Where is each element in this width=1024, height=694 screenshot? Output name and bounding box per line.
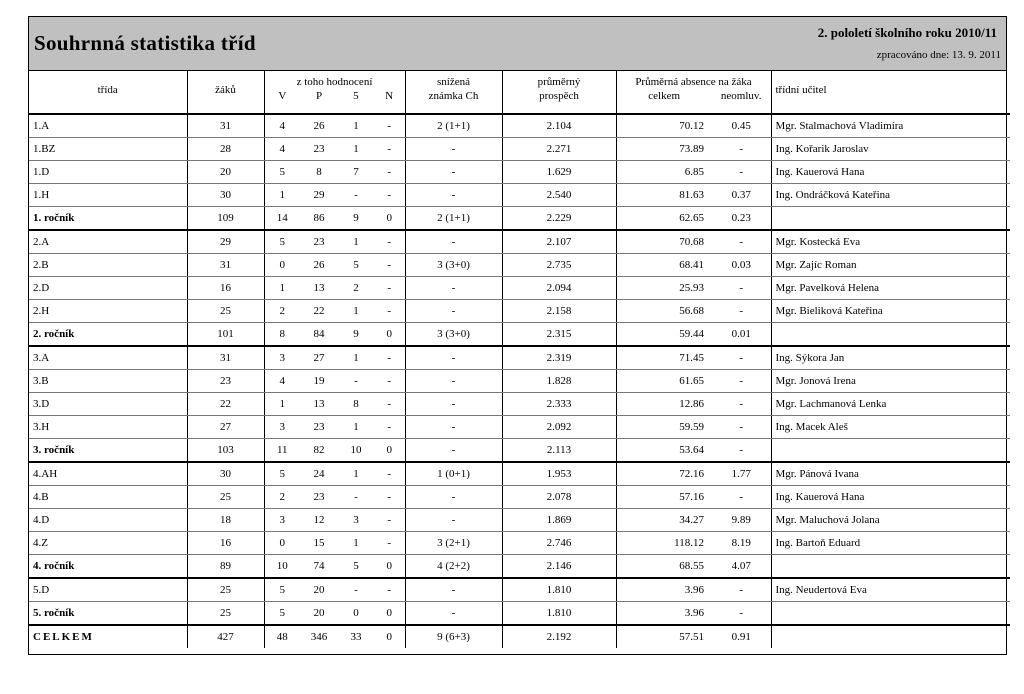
cell-snizena: - [405,509,502,532]
cell-snizena: - [405,393,502,416]
cell-ucitel [771,323,1010,347]
table-row [29,230,1010,254]
cell-prumer: 2.333 [502,393,616,416]
cell-abs-neomluv: 1.77 [712,462,771,486]
cell-v: 4 [264,114,300,138]
grade-summary-row [29,439,1010,463]
cell-trida: 4.D [29,509,187,532]
cell-prumer: 2.229 [502,207,616,231]
table-row [29,486,1010,509]
cell-v: 10 [264,555,300,579]
grade-summary-row [29,555,1010,579]
class-statistics-table [29,71,1010,648]
cell-v: 3 [264,416,300,439]
cell-five: 1 [338,462,374,486]
cell-abs-neomluv: - [712,161,771,184]
cell-p: 19 [300,370,338,393]
cell-v: 8 [264,323,300,347]
cell-n: - [374,114,405,138]
cell-trida: 1.A [29,114,187,138]
cell-abs-celkem: 6.85 [616,161,712,184]
cell-abs-celkem: 3.96 [616,578,712,602]
cell-zaku: 427 [187,625,264,648]
cell-snizena: - [405,486,502,509]
cell-p: 26 [300,254,338,277]
cell-zaku: 29 [187,230,264,254]
cell-p: 13 [300,277,338,300]
cell-snizena: 4 (2+2) [405,555,502,579]
cell-p: 26 [300,114,338,138]
cell-trida: 1.D [29,161,187,184]
cell-v: 48 [276,631,288,643]
cell-prumer: 1.629 [502,161,616,184]
cell-zaku: 103 [187,439,264,463]
cell-trida: 2. ročník [29,323,187,347]
cell-p: 24 [300,462,338,486]
cell-prumer: 2.735 [502,254,616,277]
cell-p: 29 [300,184,338,207]
cell-snizena: - [405,370,502,393]
cell-p: 74 [300,555,338,579]
table-row [29,462,1010,486]
report-header [29,17,1006,71]
table-row [29,370,1010,393]
cell-p: 15 [300,532,338,555]
cell-abs-celkem: 59.59 [616,416,712,439]
cell-five: - [338,184,374,207]
cell-five: 1 [338,416,374,439]
cell-prumer: 2.271 [502,138,616,161]
cell-p: 23 [300,416,338,439]
cell-snizena: - [405,578,502,602]
processed-date [877,49,1001,61]
cell-abs-celkem: 61.65 [616,370,712,393]
cell-n: - [374,138,405,161]
cell-n: 0 [374,602,405,626]
cell-abs-neomluv: - [712,393,771,416]
cell-n: - [374,393,405,416]
col-header-trida: třída [29,71,187,114]
cell-abs-celkem: 72.16 [616,462,712,486]
cell-abs-celkem: 3.96 [616,602,712,626]
cell-abs-neomluv: 9.89 [712,509,771,532]
cell-v: 2 [264,486,300,509]
cell-five: 3 [338,509,374,532]
table-row [29,277,1010,300]
report-title: Souhrnná statistika tříd [34,31,256,55]
cell-abs-celkem: 56.68 [616,300,712,323]
cell-ucitel: Ing. Kauerová Hana [771,486,1010,509]
cell-abs-celkem: 25.93 [616,277,712,300]
cell-trida: 1. ročník [29,207,187,231]
cell-n: 0 [374,207,405,231]
cell-p: 12 [300,509,338,532]
cell-prumer: 1.869 [502,509,616,532]
cell-abs-neomluv: - [712,370,771,393]
cell-ucitel [771,602,1010,626]
table-row [29,254,1010,277]
cell-prumer: 2.104 [502,114,616,138]
cell-snizena: 3 (3+0) [405,323,502,347]
cell-v: 1 [264,277,300,300]
cell-v: 3 [264,509,300,532]
cell-snizena: - [405,439,502,463]
cell-p: 23 [300,486,338,509]
cell-v: 5 [264,602,300,626]
cell-abs-celkem: 59.44 [616,323,712,347]
cell-zaku: 31 [187,346,264,370]
col-header-n: N [385,90,394,102]
cell-zaku: 25 [187,300,264,323]
cell-prumer: 1.828 [502,370,616,393]
processed-label: zpracováno dne: [876,49,950,61]
cell-v: 0 [264,532,300,555]
cell-abs-celkem: 71.45 [616,346,712,370]
cell-v: 4 [264,370,300,393]
cell-prumer: 1.810 [502,578,616,602]
cell-zaku: 89 [187,555,264,579]
cell-v: 5 [264,462,300,486]
cell-abs-celkem: 73.89 [616,138,712,161]
cell-n: 0 [374,555,405,579]
cell-v: 2 [264,300,300,323]
cell-snizena: 2 (1+1) [405,114,502,138]
cell-p: 27 [300,346,338,370]
cell-trida: 5.D [29,578,187,602]
cell-ucitel: Mgr. Kostecká Eva [771,230,1010,254]
table-row [29,578,1010,602]
cell-v: 5 [264,161,300,184]
cell-abs-celkem: 57.51 [679,631,704,643]
cell-zaku: 25 [187,602,264,626]
cell-trida: 2.A [29,230,187,254]
cell-ucitel: Ing. Bartoň Eduard [771,532,1010,555]
cell-abs-celkem: 12.86 [616,393,712,416]
cell-abs-celkem: 57.16 [616,486,712,509]
cell-v: 3 [264,346,300,370]
cell-prumer: 2.746 [502,532,616,555]
cell-abs-celkem: 70.68 [616,230,712,254]
cell-prumer: 1.953 [502,462,616,486]
cell-five: 5 [338,254,374,277]
cell-abs-neomluv: 0.01 [712,323,771,347]
col-header-celkem: celkem [648,90,681,102]
cell-prumer: 2.146 [502,555,616,579]
cell-n: 0 [374,323,405,347]
cell-prumer: 1.810 [502,602,616,626]
cell-abs-celkem: 53.64 [616,439,712,463]
cell-zaku: 16 [187,277,264,300]
cell-zaku: 31 [187,254,264,277]
cell-p: 86 [300,207,338,231]
cell-ucitel [771,207,1010,231]
cell-abs-neomluv: 0.37 [712,184,771,207]
cell-five: 10 [338,439,374,463]
col-header-v: V [278,90,287,102]
table-row [29,161,1010,184]
cell-n: - [374,300,405,323]
table-row [29,416,1010,439]
cell-p: 84 [300,323,338,347]
table-row [29,532,1010,555]
cell-snizena: - [405,161,502,184]
cell-ucitel: Mgr. Zajíc Roman [771,254,1010,277]
cell-prumer: 2.078 [502,486,616,509]
cell-five: - [338,486,374,509]
cell-abs-celkem: 68.41 [616,254,712,277]
cell-zaku: 30 [187,184,264,207]
table-row [29,393,1010,416]
cell-snizena: - [405,184,502,207]
table-row [29,509,1010,532]
cell-five: 1 [338,230,374,254]
grade-summary-row [29,602,1010,626]
table-row [29,346,1010,370]
cell-prumer: 2.540 [502,184,616,207]
table-row [29,184,1010,207]
cell-p: 82 [300,439,338,463]
cell-zaku: 23 [187,370,264,393]
cell-snizena: - [405,416,502,439]
cell-n: - [374,277,405,300]
cell-trida: 4.Z [29,532,187,555]
cell-zaku: 20 [187,161,264,184]
cell-trida: 1.H [29,184,187,207]
cell-abs-neomluv: 0.23 [712,207,771,231]
cell-zaku: 109 [187,207,264,231]
cell-n: - [374,346,405,370]
total-row [29,625,1010,648]
cell-abs-celkem: 70.12 [616,114,712,138]
cell-n: - [374,254,405,277]
cell-p: 23 [300,138,338,161]
cell-abs-neomluv: 4.07 [712,555,771,579]
cell-n: - [374,184,405,207]
cell-snizena: 1 (0+1) [405,462,502,486]
cell-abs-neomluv: - [712,486,771,509]
cell-ucitel: Ing. Macek Aleš [771,416,1010,439]
cell-five: 7 [338,161,374,184]
cell-prumer: 2.315 [502,323,616,347]
cell-snizena: - [405,346,502,370]
col-header-zaku: žáků [187,71,264,114]
cell-abs-neomluv: - [712,230,771,254]
cell-abs-neomluv: - [712,578,771,602]
cell-prumer: 2.319 [502,346,616,370]
cell-snizena: - [405,602,502,626]
cell-abs-neomluv: - [712,416,771,439]
cell-abs-celkem: 118.12 [616,532,712,555]
col-header-5: 5 [353,90,359,102]
col-header-hodnoceni: z toho hodnocení V P 5 N [264,71,405,114]
cell-abs-celkem: 81.63 [616,184,712,207]
cell-trida: 3.D [29,393,187,416]
cell-snizena: 3 (3+0) [405,254,502,277]
cell-trida: 1.BZ [29,138,187,161]
cell-five: 1 [338,138,374,161]
cell-n: - [374,486,405,509]
cell-p: 346 [310,631,328,643]
cell-ucitel [771,625,1010,648]
cell-abs-neomluv: - [712,277,771,300]
cell-five: 1 [338,532,374,555]
cell-n: - [374,230,405,254]
col-header-neomluv: neomluv. [720,90,762,102]
cell-zaku: 25 [187,578,264,602]
table-body [29,114,1010,648]
cell-n: - [374,462,405,486]
cell-zaku: 30 [187,462,264,486]
cell-p: 22 [300,300,338,323]
cell-ucitel: Mgr. Maluchová Jolana [771,509,1010,532]
cell-trida: 3. ročník [29,439,187,463]
cell-prumer: 2.113 [502,439,616,463]
col-header-prumer: průměrný prospěch [502,71,616,114]
cell-abs-neomluv: - [712,346,771,370]
cell-trida: 2.D [29,277,187,300]
report-period: 2. pololetí školního roku 2010/11 [817,25,997,40]
cell-five: 1 [338,300,374,323]
cell-v: 1 [264,393,300,416]
cell-ucitel: Mgr. Jonová Irena [771,370,1010,393]
cell-zaku: 28 [187,138,264,161]
col-header-ucitel: třídní učitel [771,71,1010,114]
cell-trida: 5. ročník [29,602,187,626]
cell-p: 13 [300,393,338,416]
cell-ucitel [771,439,1010,463]
cell-ucitel [771,555,1010,579]
col-header-absence: Průměrná absence na žáka celkem neomluv. [616,71,771,114]
cell-n: - [374,370,405,393]
cell-trida: 3.A [29,346,187,370]
cell-abs-neomluv: 0.91 [712,625,771,648]
cell-snizena: 9 (6+3) [405,625,502,648]
cell-snizena: 2 (1+1) [405,207,502,231]
cell-zaku: 31 [187,114,264,138]
cell-abs-celkem: 62.65 [616,207,712,231]
cell-trida: 2.H [29,300,187,323]
cell-ucitel: Mgr. Lachmanová Lenka [771,393,1010,416]
cell-snizena: - [405,138,502,161]
table-row [29,138,1010,161]
cell-n: - [374,509,405,532]
cell-abs-neomluv: 0.03 [712,254,771,277]
cell-abs-neomluv: - [712,300,771,323]
cell-abs-celkem: 68.55 [616,555,712,579]
cell-p: 8 [300,161,338,184]
cell-zaku: 27 [187,416,264,439]
cell-trida: 3.H [29,416,187,439]
cell-five: 5 [338,555,374,579]
cell-ucitel: Ing. Neudertová Eva [771,578,1010,602]
cell-n: - [374,416,405,439]
cell-five: 1 [338,114,374,138]
grade-summary-row [29,323,1010,347]
grade-summary-row [29,207,1010,231]
cell-zaku: 25 [187,486,264,509]
cell-v: 4 [264,138,300,161]
cell-zaku: 16 [187,532,264,555]
cell-abs-neomluv: - [712,439,771,463]
cell-snizena: 3 (2+1) [405,532,502,555]
cell-five: 8 [338,393,374,416]
cell-ucitel: Ing. Sýkora Jan [771,346,1010,370]
cell-five: 33 [350,631,362,643]
cell-n: 0 [374,439,405,463]
cell-trida: 3.B [29,370,187,393]
cell-trida: 4.AH [29,462,187,486]
cell-ucitel: Mgr. Bieliková Kateřina [771,300,1010,323]
cell-prumer: 2.092 [502,416,616,439]
cell-v: 1 [264,184,300,207]
cell-prumer: 2.192 [502,625,616,648]
cell-prumer: 2.094 [502,277,616,300]
table-row [29,114,1010,138]
cell-snizena: - [405,277,502,300]
cell-five: 9 [338,323,374,347]
cell-five: 2 [338,277,374,300]
cell-n: - [374,532,405,555]
cell-trida: CELKEM [29,625,187,648]
cell-snizena: - [405,230,502,254]
cell-abs-neomluv: - [712,138,771,161]
cell-zaku: 18 [187,509,264,532]
cell-prumer: 2.107 [502,230,616,254]
cell-v: 5 [264,230,300,254]
report-sheet [28,16,1007,655]
cell-v: 5 [264,578,300,602]
cell-five: 9 [338,207,374,231]
cell-n: 0 [374,625,405,648]
cell-five: - [338,578,374,602]
cell-five: - [338,370,374,393]
cell-ucitel: Mgr. Pavelková Helena [771,277,1010,300]
cell-trida: 4. ročník [29,555,187,579]
cell-n: - [374,161,405,184]
cell-v: 11 [264,439,300,463]
cell-trida: 2.B [29,254,187,277]
col-header-p: P [316,90,323,102]
cell-zaku: 101 [187,323,264,347]
cell-p: 20 [300,578,338,602]
cell-ucitel: Ing. Ondráčková Kateřina [771,184,1010,207]
table-row [29,300,1010,323]
cell-abs-neomluv: 8.19 [712,532,771,555]
cell-zaku: 22 [187,393,264,416]
cell-abs-neomluv: 0.45 [712,114,771,138]
processed-value: 13. 9. 2011 [951,49,1001,61]
table-header-row [29,71,1010,114]
cell-trida: 4.B [29,486,187,509]
cell-snizena: - [405,300,502,323]
cell-abs-neomluv: - [712,602,771,626]
cell-ucitel: Mgr. Pánová Ivana [771,462,1010,486]
cell-v: 14 [264,207,300,231]
cell-ucitel: Mgr. Stalmachová Vladimíra [771,114,1010,138]
cell-p: 20 [300,602,338,626]
cell-five: 1 [338,346,374,370]
cell-p: 23 [300,230,338,254]
cell-v: 0 [264,254,300,277]
cell-abs-celkem: 34.27 [616,509,712,532]
cell-ucitel: Ing. Kauerová Hana [771,161,1010,184]
col-header-snizena: snížená známka Ch [405,71,502,114]
cell-five: 0 [338,602,374,626]
cell-ucitel: Ing. Kořarik Jaroslav [771,138,1010,161]
cell-prumer: 2.158 [502,300,616,323]
cell-n: - [374,578,405,602]
